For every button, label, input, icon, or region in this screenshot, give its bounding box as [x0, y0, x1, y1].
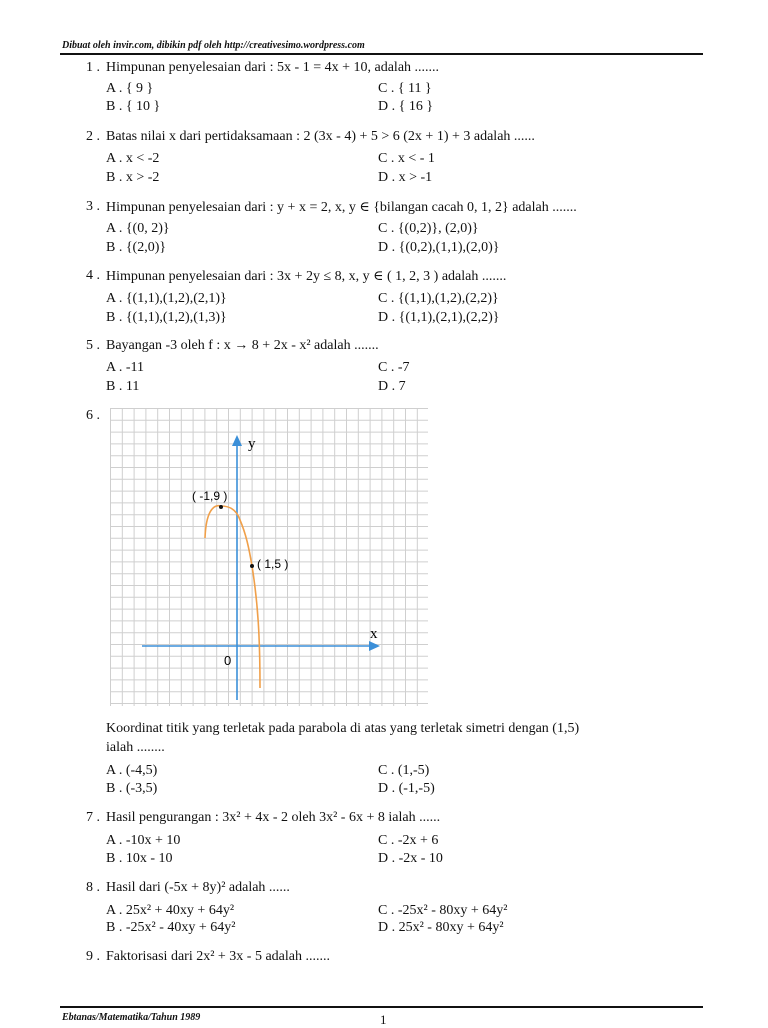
option-d: D . x > -1 [378, 170, 433, 185]
question-number: 9 . [86, 949, 100, 964]
option-b: B . 10x - 10 [106, 851, 173, 866]
option-b: B . -25x² - 40xy + 64y² [106, 920, 236, 935]
question-number: 2 . [86, 129, 100, 144]
option-b: B . { 10 } [106, 99, 161, 114]
question-stem: Himpunan penyelesaian dari : 5x - 1 = 4x + 10, adalah ....... [106, 60, 440, 75]
question-number: 8 . [86, 880, 100, 895]
option-d: D . { 16 } [378, 99, 434, 114]
point-1-5 [250, 564, 254, 568]
option-d: D . 7 [378, 379, 406, 394]
parabola-graph [110, 408, 428, 706]
y-label: y [248, 436, 256, 452]
option-c: C . -7 [378, 360, 410, 375]
question-number: 3 . [86, 199, 100, 214]
option-b: B . {(2,0)} [106, 240, 167, 255]
option-c: C . x < - 1 [378, 151, 435, 166]
option-a: A . {(1,1),(1,2),(2,1)} [106, 291, 227, 306]
option-a: A . -10x + 10 [106, 833, 181, 848]
option-c: C . {(1,1),(1,2),(2,2)} [378, 291, 499, 306]
option-c: C . -25x² - 80xy + 64y² [378, 903, 508, 918]
option-c: C . -2x + 6 [378, 833, 439, 848]
question-number: 7 . [86, 810, 100, 825]
header-note: Dibuat oleh invir.com, dibikin pdf oleh http://creativesimo.wordpress.com [62, 40, 365, 51]
question-stem: Bayangan -3 oleh f : x → 8 + 2x - x² adalah ....... [106, 338, 379, 353]
question-stem: Hasil dari (-5x + 8y)² adalah ...... [106, 880, 290, 895]
question-6-text-line1: Koordinat titik yang terletak pada parabola di atas yang terletak simetri dengan (1,5) [106, 721, 580, 736]
origin-label: 0 [224, 653, 232, 668]
x-axis-arrow [369, 641, 380, 651]
option-d: D . {(1,1),(2,1),(2,2)} [378, 310, 500, 325]
question-stem: Batas nilai x dari pertidaksamaan : 2 (3x - 4) + 5 > 6 (2x + 1) + 3 adalah ...... [106, 129, 535, 144]
question-number: 6 . [86, 408, 100, 423]
question-stem: Himpunan penyelesaian dari : y + x = 2, x, y ∈ {bilangan cacah 0, 1, 2} adalah ....... [106, 200, 577, 215]
vertex-label: ( -1,9 ) [192, 489, 228, 503]
page-number: 1 [380, 1012, 387, 1027]
question-stem: Hasil pengurangan : 3x² + 4x - 2 oleh 3x² - 6x + 8 ialah ...... [106, 810, 441, 825]
option-a: A . (-4,5) [106, 763, 158, 778]
option-b: B . (-3,5) [106, 781, 158, 796]
option-a: A . {(0, 2)} [106, 221, 170, 236]
question-number: 5 . [86, 338, 100, 353]
question-stem: Himpunan penyelesaian dari : 3x + 2y ≤ 8, x, y ∈ ( 1, 2, 3 ) adalah ....... [106, 269, 507, 284]
footer-note: Ebtanas/Matematika/Tahun 1989 [62, 1012, 201, 1023]
vertex-point [219, 505, 223, 509]
question-number: 1 . [86, 60, 100, 75]
option-c: C . { 11 } [378, 81, 432, 96]
point-label: ( 1,5 ) [257, 557, 289, 571]
option-a: A . { 9 } [106, 81, 154, 96]
option-a: A . x < -2 [106, 151, 160, 166]
option-b: B . 11 [106, 379, 140, 394]
option-b: B . x > -2 [106, 170, 160, 185]
option-b: B . {(1,1),(1,2),(1,3)} [106, 310, 227, 325]
option-c: C . (1,-5) [378, 763, 430, 778]
header-rule [60, 53, 703, 55]
option-a: A . -11 [106, 360, 144, 375]
option-d: D . {(0,2),(1,1),(2,0)} [378, 240, 500, 255]
question-number: 4 . [86, 268, 100, 283]
option-a: A . 25x² + 40xy + 64y² [106, 903, 235, 918]
footer-rule [60, 1006, 703, 1008]
question-6-text-line2: ialah ........ [106, 740, 165, 755]
option-d: D . 25x² - 80xy + 64y² [378, 920, 504, 935]
option-c: C . {(0,2)}, (2,0)} [378, 221, 479, 236]
question-stem: Faktorisasi dari 2x² + 3x - 5 adalah ....... [106, 949, 330, 964]
option-d: D . -2x - 10 [378, 851, 443, 866]
option-d: D . (-1,-5) [378, 781, 435, 796]
x-label: x [370, 626, 378, 642]
